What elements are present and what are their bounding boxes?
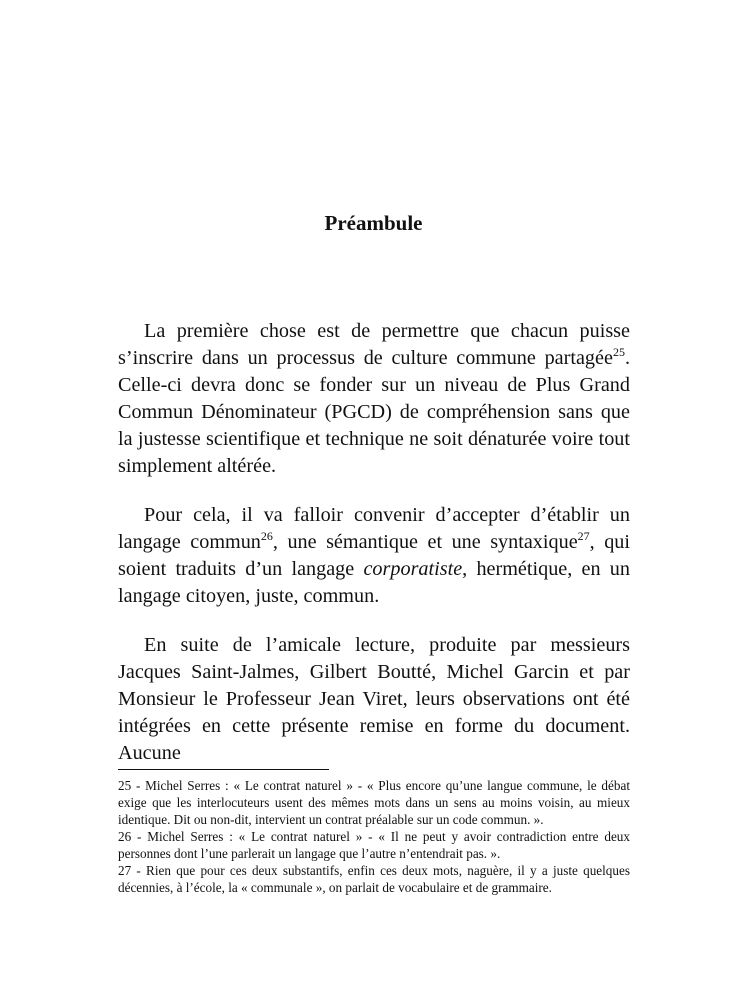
paragraph-2-text-c: , qui soient traduits d’un langage [118,531,631,580]
paragraph-2 [118,502,630,610]
paragraph-1 [118,318,630,480]
paragraph-3 [118,632,630,764]
paragraph-3-text: En suite de l’amicale lecture, produite par messieurs Jacques Saint-Jalmes, Gilbert Boutté, Michel Garcin et par Monsieur le Professeur Jean Viret, leurs observations ont été intégrées en cette présente remise en forme du document. Aucune [118,634,630,764]
footnote-27: 27 - Rien que pour ces deux substantifs, enfin ces deux mots, naguère, il y a juste quelques décennies, à l’école, la « communale », on parlait de vocabulaire et de grammaire. [118,863,630,895]
footnote-ref-26: 26 [260,529,273,543]
footnotes [118,777,630,896]
footnote-separator [118,769,329,770]
paragraph-1-text-a: La première chose est de permettre que chacun puisse s’inscrire dans un processus de culture commune partagée [118,320,630,369]
page-title: Préambule [324,211,423,235]
footnote-26: 26 - Michel Serres : « Le contrat naturel » - « Il ne peut y avoir contradiction entre deux personnes dont l’une parlerait un langage que l’autre n’entendrait pas. ». [118,829,630,861]
footnote-25: 25 - Michel Serres : « Le contrat naturel » - « Plus encore qu’une langue commune, le débat exige que les interlocuteurs usent des mêmes mots dans un sens au moins voisin, au mieux identique. Dit ou non-dit, intervient un contrat préalable sur un code commun. ». [118,778,630,827]
paragraph-2-text-b: , une sémantique et une syntaxique [272,531,578,553]
footnote-ref-25: 25 [612,345,625,359]
footnote-ref-27: 27 [577,529,590,543]
paragraph-2-text-a: Pour cela, il va falloir convenir d’accepter d’établir un langage commun [118,504,630,553]
paragraph-1-text-b: . Celle-ci devra donc se fonder sur un niveau de Plus Grand Commun Dénominateur (PGCD) de compréhension sans que la justesse scientifique et technique ne soit dénaturée voire tout simplement altérée. [118,347,630,477]
paragraph-2-italic: corporatiste [363,558,463,580]
paragraph-2-text-d: , hermétique, en un langage citoyen, juste, commun. [118,558,630,607]
